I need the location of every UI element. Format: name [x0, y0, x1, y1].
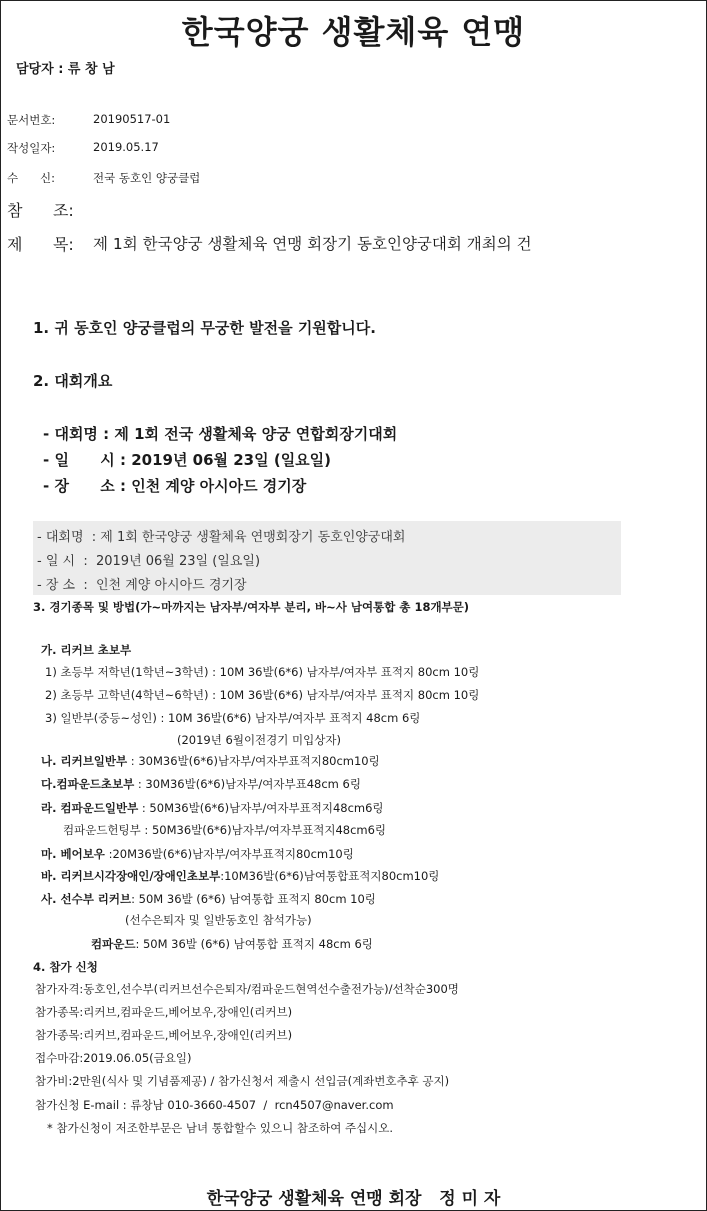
- event-na: [41, 753, 380, 769]
- apply-line-3: 참가종목:리커브,컴파운드,베어보우,장애인(리커브): [35, 1028, 293, 1042]
- event-sa-note: (선수은퇴자 및 일반동호인 참석가능): [125, 913, 312, 927]
- event-ma: [41, 846, 354, 862]
- event-na-title: 나. 리커브일반부: [41, 754, 128, 768]
- subject-value: 제 1회 한국양궁 생활체육 연맹 회장기 동호인양궁대회 개최의 건: [93, 235, 532, 253]
- event-ga-heading: 가. 리커브 초보부: [41, 643, 132, 657]
- event-sa-detail: : 50M 36발 (6*6) 남여통합 표적지 80cm 10링: [131, 892, 376, 906]
- apply-deadline: 접수마감:2019.06.05(금요일): [35, 1051, 192, 1065]
- event-ga-3-note: (2019년 6월이전경기 미입상자): [177, 733, 341, 747]
- apply-note: * 참가신청이 저조한부문은 남녀 통합할수 있으니 참조하여 주십시오.: [47, 1121, 394, 1135]
- event-ba-detail: :10M36발(6*6)남여통합표적지80cm10링: [220, 869, 440, 883]
- event-ga-1: 1) 초등부 저학년(1학년~3학년) : 10M 36발(6*6) 남자부/여자부 표적지 80cm 10링: [45, 665, 480, 679]
- event-sa-compound-detail: : 50M 36발 (6*6) 남여통합 표적지 48cm 6링: [135, 937, 373, 951]
- manager-line: 담당자 : 류 창 남: [16, 62, 115, 77]
- event-ra-2: 컴파운드헌팅부 : 50M36발(6*6)남자부/여자부표적지48cm6링: [63, 823, 387, 837]
- event-ma-detail: :20M36발(6*6)남자부/여자부표적지80cm10링: [104, 847, 354, 861]
- event-ra-title: 라. 컴파운드일반부: [41, 801, 139, 815]
- subject-label: 제 목:: [7, 235, 74, 254]
- doc-number-value: 20190517-01: [93, 112, 171, 126]
- apply-fee: 참가비:2만원(식사 및 기념품제공) / 참가신청서 제출시 선입금(계좌번호추후 공지): [35, 1074, 450, 1088]
- event-ra: [41, 800, 384, 816]
- event-place: - 장 소 : 인천 계양 아시아드 경기장: [43, 477, 307, 495]
- event-ga-2: 2) 초등부 고학년(4학년~6학년) : 10M 36발(6*6) 남자부/여자부 표적지 80cm 10링: [45, 688, 480, 702]
- summary-name: - 대회명 : 제 1회 한국양궁 생활체육 연맹회장기 동호인양궁대회: [37, 530, 406, 545]
- event-name: - 대회명 : 제 1회 전국 생활체육 양궁 연합회장기대회: [43, 425, 398, 443]
- section-4-heading: 4. 참가 신청: [33, 960, 98, 974]
- recipient-label: 수 신:: [7, 171, 56, 185]
- section-3-heading: 3. 경기종목 및 방법(가~마까지는 남자부/여자부 분리, 바~사 남여통합 총 18개부문): [33, 600, 470, 614]
- summary-place: - 장 소 : 인천 계양 아시아드 경기장: [37, 578, 247, 593]
- date-value: 2019.05.17: [93, 140, 159, 154]
- signature-line: 한국양궁 생활체육 연맹 회장 정 미 자: [206, 1189, 501, 1209]
- apply-email: 참가신청 E-mail : 류창남 010-3660-4507 / rcn4507@naver.com: [35, 1098, 394, 1112]
- apply-line-2: 참가종목:리커브,컴파운드,베어보우,장애인(리커브): [35, 1005, 293, 1019]
- event-ba-title: 바. 리커브시각장애인/장애인초보부: [41, 869, 221, 883]
- summary-date: - 일 시 : 2019년 06월 23일 (일요일): [37, 554, 261, 569]
- event-date: - 일 시 : 2019년 06월 23일 (일요일): [43, 451, 332, 469]
- event-da-detail: : 30M36발(6*6)남자부/여자부표48cm 6링: [134, 777, 361, 791]
- recipient-value: 전국 동호인 양궁클럽: [93, 171, 201, 185]
- event-ga-3: 3) 일반부(중등~성인) : 10M 36발(6*6) 남자부/여자부 표적지 48cm 6링: [45, 711, 421, 725]
- event-da-title: 다.컴파운드초보부: [41, 777, 135, 791]
- event-sa-compound-title: 컴파운드: [91, 937, 136, 951]
- date-label: 작성일자:: [7, 141, 56, 155]
- document-title: 한국양궁 생활체육 연맹: [181, 13, 526, 51]
- reference-label: 참 조:: [7, 201, 74, 220]
- event-na-detail: : 30M36발(6*6)남자부/여자부표적지80cm10링: [127, 754, 380, 768]
- event-ra-detail: : 50M36발(6*6)남자부/여자부표적지48cm6링: [138, 801, 384, 815]
- event-sa: [41, 891, 376, 907]
- event-sa-compound: [91, 936, 373, 952]
- section-2-heading: 2. 대회개요: [33, 372, 113, 390]
- apply-line-1: 참가자격:동호인,선수부(리커브선수은퇴자/컴파운드현역선수출전가능)/선착순300명: [35, 982, 459, 996]
- event-ba: [41, 868, 439, 884]
- section-1: 1. 귀 동호인 양궁클럽의 무궁한 발전을 기원합니다.: [33, 319, 376, 337]
- event-da: [41, 776, 361, 792]
- doc-number-label: 문서번호:: [7, 113, 56, 127]
- event-ma-title: 마. 베어보우: [41, 847, 105, 861]
- event-sa-title: 사. 선수부 리커브: [41, 892, 132, 906]
